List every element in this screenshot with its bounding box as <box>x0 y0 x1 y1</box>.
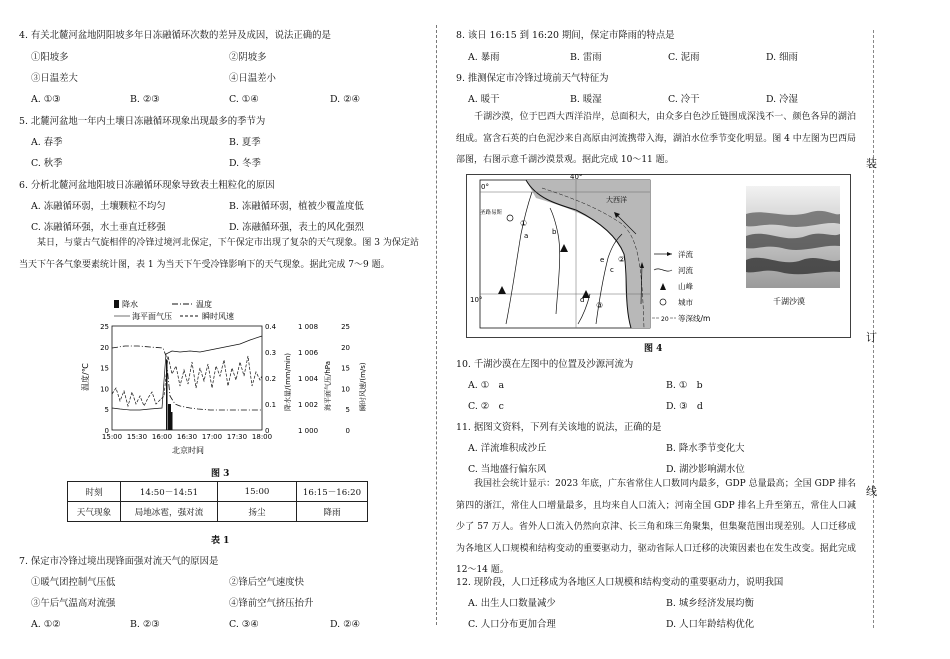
q4-stem: 4. 有关北麓河盆地阴阳坡多年日冻融循环次数的差异及成因，说法正确的是 <box>19 30 331 41</box>
q10-stem: 10. 千湖沙漠在左图中的位置及沙源河流为 <box>456 359 634 370</box>
figure-3-caption: 图 3 <box>211 469 230 479</box>
q4-option-d: D. ②④ <box>330 94 360 105</box>
x-tick-label: 15:30 <box>126 433 148 441</box>
q4-item-4: ④日温差小 <box>229 73 276 84</box>
q7-item-3: ③午后气温高对流强 <box>31 598 116 609</box>
q9-option-a: A. 暖干 <box>468 94 500 105</box>
legend-city-label: 城市 <box>678 298 693 307</box>
marker-e: e <box>600 256 605 264</box>
legend-depth-value: 20 <box>661 316 669 323</box>
pressure-tick-label: 1 004 <box>298 375 319 383</box>
q7-option-a: A. ①② <box>31 619 61 630</box>
precip-bar-3 <box>171 412 173 430</box>
marker-2: ② <box>618 255 626 264</box>
ocean-label-1: 大西洋 <box>606 196 627 204</box>
q12-option-b: B. 城乡经济发展均衡 <box>666 598 754 609</box>
y-label-pressure: 海平面气压/hPa <box>324 361 332 411</box>
q10-option-a: A. ① a <box>468 380 505 391</box>
table-cell: 天气现象 <box>68 502 121 522</box>
q7-option-c: C. ③④ <box>229 619 259 630</box>
q8-option-b: B. 雷雨 <box>570 52 602 63</box>
q9-option-b: B. 暖湿 <box>570 94 602 105</box>
q12-stem: 12. 现阶段，人口迁移成为各地区人口规模和结构变动的重要驱动力，说明我国 <box>456 577 784 588</box>
q8-stem: 8. 该日 16:15 到 16:20 期间，保定市降雨的特点是 <box>456 30 675 41</box>
pressure-tick-label: 1 006 <box>298 349 319 357</box>
x-tick-label: 16:00 <box>151 433 173 441</box>
q4-option-a: A. ①③ <box>31 94 61 105</box>
river-a <box>506 192 532 324</box>
x-tick-label: 16:30 <box>176 433 198 441</box>
x-tick-label: 18:00 <box>251 433 273 441</box>
q11-option-d: D. 湖沙影响湖水位 <box>666 464 745 475</box>
marker-d: d <box>580 296 585 304</box>
q6-option-b: B. 冻融循环弱，植被少覆盖度低 <box>229 201 364 212</box>
x-tick-label: 17:30 <box>226 433 248 441</box>
mountain-peak <box>498 286 506 294</box>
legend-river-swatch <box>654 269 672 271</box>
q9-option-d: D. 冷湿 <box>766 94 798 105</box>
legend-current-label: 洋流 <box>678 250 693 259</box>
q4-item-2: ②阴坡多 <box>229 52 267 63</box>
wind-tick-label: 10 <box>341 385 350 394</box>
table-cell: 降雨 <box>297 502 368 522</box>
binding-char-xian: 线 <box>866 485 877 498</box>
pressure-tick-label: 1 000 <box>298 427 319 435</box>
ocean-area <box>526 180 650 328</box>
q5-stem: 5. 北麓河盆地一年内土壤日冻融循环现象出现最多的季节为 <box>19 116 266 127</box>
legend-mountain-label: 山峰 <box>678 282 693 291</box>
q6-option-a: A. 冻融循环弱，土壤颗粒不均匀 <box>31 201 166 212</box>
legend-pressure-label: 海平面气压 <box>132 312 172 321</box>
wind-tick-label: 15 <box>341 364 350 373</box>
temp-tick-label: 5 <box>104 406 109 415</box>
x-tick-label: 15:00 <box>101 433 123 441</box>
figure-3-chart <box>80 296 370 458</box>
q7-item-1: ①暖气团控制气压低 <box>31 577 116 588</box>
table-row <box>68 502 368 522</box>
q12-option-d: D. 人口年龄结构优化 <box>666 619 755 630</box>
river-b <box>550 208 560 314</box>
temp-tick-label: 10 <box>100 385 109 394</box>
y-label-wind: 瞬时风速/(m/s) <box>359 362 367 411</box>
table-cell: 扬尘 <box>218 502 297 522</box>
pressure-tick-label: 1 002 <box>298 401 319 409</box>
y-label-temp: 温度/℃ <box>81 363 90 391</box>
table-1 <box>67 481 368 522</box>
q10-option-c: C. ② c <box>468 401 504 412</box>
precip-tick-label: 0.1 <box>265 401 277 409</box>
precip-bar-2 <box>168 404 171 430</box>
q4-item-3: ③日温差大 <box>31 73 78 84</box>
marker-1: ① <box>520 219 528 228</box>
q5-option-d: D. 冬季 <box>229 158 261 169</box>
q5-option-c: C. 秋季 <box>31 158 63 169</box>
table-1-caption: 表 1 <box>211 536 230 546</box>
q12-option-c: C. 人口分布更加合理 <box>468 619 556 630</box>
pressure-tick-label: 1 008 <box>298 323 319 331</box>
legend-depth-label: 等深线/m <box>678 314 711 323</box>
q11-option-b: B. 降水季节变化大 <box>666 443 745 454</box>
city-label: 圣路易斯 <box>480 210 503 216</box>
q4-item-1: ①阳坡多 <box>31 52 69 63</box>
q11-option-a: A. 洋流堆积成沙丘 <box>468 443 547 454</box>
binding-char-zhuang: 装 <box>866 157 877 170</box>
legend-river-label: 河流 <box>678 266 693 275</box>
intro-7-9: 某日，与蒙古气旋相伴的冷锋过境河北保定，下午保定市出现了复杂的天气现象。图 3 为保定站当天下午各气象要素统计图，表 1 为当天下午受冷锋影响下的天气现象。据此完成 7～9 题。 <box>19 238 419 270</box>
q7-option-d: D. ②④ <box>330 619 360 630</box>
figure-4-caption: 图 4 <box>644 344 663 354</box>
column-divider <box>436 25 437 625</box>
binding-line <box>873 30 874 628</box>
binding-char-ding: 订 <box>866 331 877 344</box>
precip-tick-label: 0 <box>265 427 270 435</box>
q7-stem: 7. 保定市冷锋过境出现锋面强对流天气的原因是 <box>19 556 219 567</box>
q11-option-c: C. 当地盛行偏东风 <box>468 464 547 475</box>
q11-stem: 11. 据图文资料，下列有关该地的说法，正确的是 <box>456 422 662 433</box>
q9-option-c: C. 冷干 <box>668 94 700 105</box>
precip-tick-label: 0.2 <box>265 375 277 383</box>
q7-item-4: ④锋前空气挤压抬升 <box>229 598 314 609</box>
q10-option-d: D. ③ d <box>666 401 703 412</box>
table-cell: 15:00 <box>218 482 297 502</box>
q10-option-b: B. ① b <box>666 380 703 391</box>
q6-stem: 6. 分析北麓河盆地阳坡日冻融循环现象导致表土粗粒化的原因 <box>19 180 275 191</box>
marker-b: b <box>552 228 557 236</box>
river-c <box>596 234 622 324</box>
temp-tick-label: 20 <box>100 343 109 352</box>
wind-series <box>112 356 262 406</box>
q6-option-d: D. 冻融循环强，表土的风化强烈 <box>229 222 365 233</box>
precip-bar-1 <box>166 360 168 430</box>
legend-wind-label: 瞬时风速 <box>202 312 234 321</box>
city-marker <box>507 215 513 221</box>
wind-tick-label: 0 <box>345 427 350 435</box>
q7-item-2: ②锋后空气速度快 <box>229 577 305 588</box>
marker-c: c <box>610 266 614 274</box>
q12-option-a: A. 出生人口数量减少 <box>468 598 556 609</box>
q9-stem: 9. 推测保定市冷锋过境前天气特征为 <box>456 73 609 84</box>
q8-option-a: A. 暴雨 <box>468 52 500 63</box>
temp-tick-label: 25 <box>100 323 109 331</box>
lon-40-label: 40° <box>570 174 583 181</box>
q4-option-c: C. ①④ <box>229 94 259 105</box>
table-cell: 16:15－16:20 <box>297 482 368 502</box>
legend-mountain-swatch <box>660 283 666 290</box>
x-tick-label: 17:00 <box>201 433 223 441</box>
desert-photo-caption: 千湖沙漠 <box>773 297 805 306</box>
y-label-precip: 降水量/(mm/min) <box>284 352 292 411</box>
x-label: 北京时间 <box>172 446 204 455</box>
figure-4 <box>466 174 851 338</box>
table-row <box>68 482 368 502</box>
mountain-peak <box>560 244 568 252</box>
lat-10-label: 10° <box>470 296 483 304</box>
intro-12-14: 我国社会统计显示：2023 年底，广东省常住人口数同内最多，GDP 总量最高；全国 GDP 排名第四的浙江，常住人口增量最多，且均来自人口流入；河南全国 GDP 排名上升至第五，常住人口减少了 57 万人。省外人口流入仍然向京津、长三角和珠三角聚集，但集聚范围出现差别。人口迁移成为各地区人口规模和结构变动的重要驱动力，驱动省际人口迁移的决策因素也在发生改变。据此完成 12～14 题。 <box>456 479 856 575</box>
q8-option-c: C. 泥雨 <box>668 52 700 63</box>
precip-tick-label: 0.4 <box>265 323 277 331</box>
legend-temp-label: 温度 <box>196 300 212 309</box>
q8-option-d: D. 细雨 <box>766 52 798 63</box>
q5-option-b: B. 夏季 <box>229 137 261 148</box>
table-cell: 14:50－14:51 <box>121 482 218 502</box>
table-cell: 局地冰雹，强对流 <box>121 502 218 522</box>
table-cell: 时刻 <box>68 482 121 502</box>
temp-tick-label: 15 <box>100 364 109 373</box>
wind-tick-label: 5 <box>345 406 350 415</box>
wind-tick-label: 25 <box>341 323 350 331</box>
lat-0-label: 0° <box>481 183 489 191</box>
legend-city-swatch <box>660 299 666 305</box>
intro-10-11: 千湖沙漠，位于巴西大西洋沿岸，总面积大，由众多白色沙丘链围成深浅不一、颜色各异的湖泊组成。富含石英的白色泥沙来自高原由河流携带入海，湖泊水位季节变化明显。图 4 中左图为巴西局部图，右图示意千湖沙漠景观。据此完成 10～11 题。 <box>456 112 856 165</box>
plot-frame <box>112 326 262 430</box>
legend-precip-swatch <box>114 300 119 308</box>
q4-option-b: B. ②③ <box>130 94 160 105</box>
precip-tick-label: 0.3 <box>265 349 277 357</box>
marker-3: ③ <box>596 301 604 310</box>
wind-tick-label: 20 <box>341 343 350 352</box>
temp-tick-label: 0 <box>104 427 109 435</box>
q6-option-c: C. 冻融循环强，水土垂直迁移强 <box>31 222 166 233</box>
q5-option-a: A. 春季 <box>31 137 63 148</box>
legend-precip-label: 降水 <box>122 300 138 309</box>
marker-a: a <box>524 232 529 240</box>
q7-option-b: B. ②③ <box>130 619 160 630</box>
